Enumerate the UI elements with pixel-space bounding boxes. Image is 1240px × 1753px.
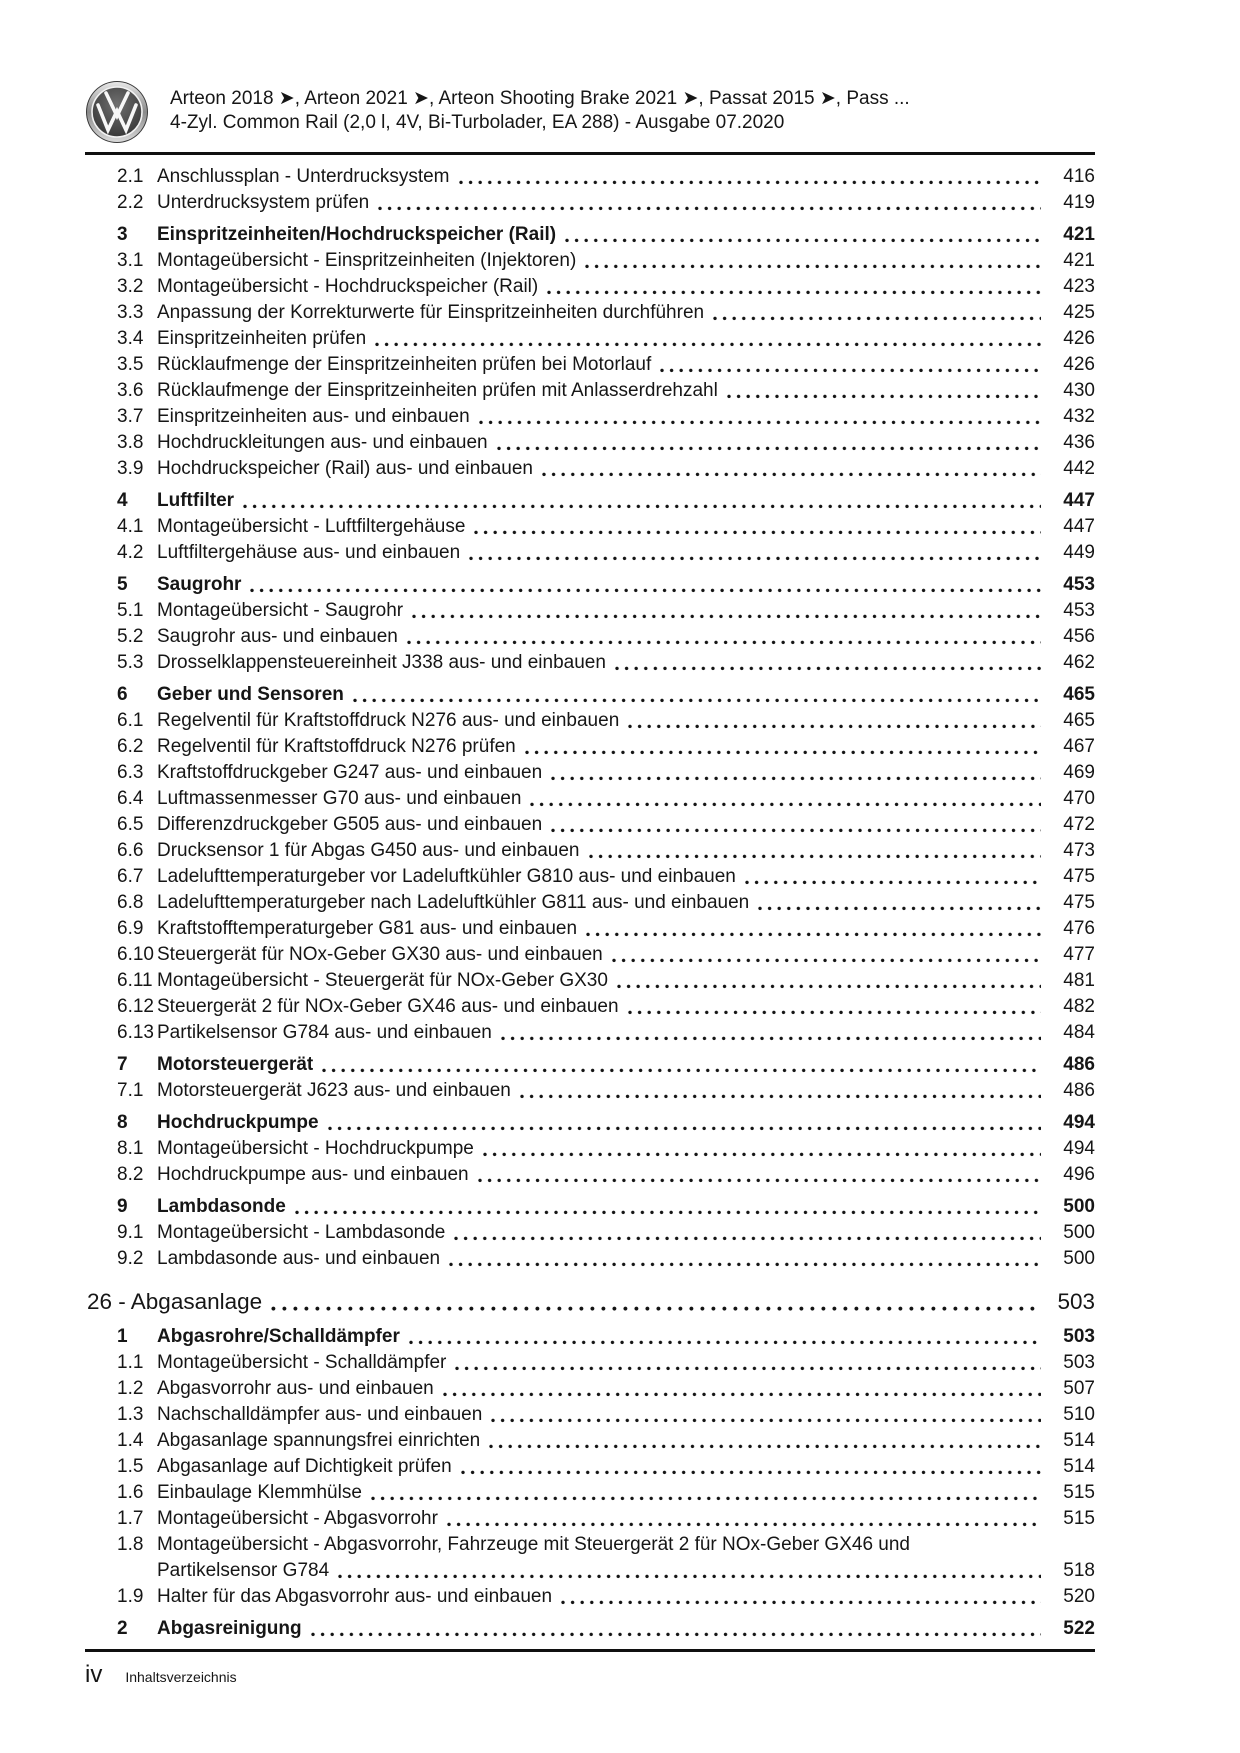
toc-entry[interactable]: [85, 1402, 1095, 1428]
toc-entry-number: 3.9: [117, 458, 144, 479]
toc-entry[interactable]: [85, 456, 1095, 482]
footer-label: Inhaltsverzeichnis: [125, 1669, 237, 1685]
toc-entry-page: 423: [1063, 276, 1095, 297]
toc-entry-number: 9: [117, 1196, 128, 1217]
toc-entry-number: 1.8: [117, 1534, 144, 1555]
dot-leader: [478, 1178, 1041, 1183]
dot-leader: [617, 984, 1041, 989]
toc-entry-number: 6.2: [117, 736, 144, 757]
toc-entry-number: 6: [117, 684, 128, 705]
toc-entry-number: 6.13: [117, 1022, 154, 1043]
dot-leader: [371, 1496, 1041, 1501]
toc-entry-page: 500: [1063, 1248, 1095, 1269]
toc-entry-number: 6.4: [117, 788, 144, 809]
dot-leader: [455, 1366, 1041, 1371]
toc-entry-page: 510: [1063, 1404, 1095, 1425]
toc-entry-title: Abgasvorrohr aus- und einbauen: [157, 1378, 434, 1399]
dot-leader: [551, 828, 1041, 833]
dot-leader: [660, 368, 1041, 373]
dot-leader: [353, 698, 1041, 703]
dot-leader: [520, 1094, 1041, 1099]
dot-leader: [243, 504, 1041, 509]
toc-entry-number: 3.2: [117, 276, 144, 297]
toc-entry-page: 515: [1063, 1482, 1095, 1503]
toc-entry-page: 442: [1063, 458, 1095, 479]
toc-entry-title: Kraftstofftemperaturgeber G81 aus- und einbauen: [157, 918, 578, 939]
toc-entry[interactable]: [85, 1350, 1095, 1376]
dot-leader: [479, 420, 1041, 425]
toc-entry-page: 518: [1063, 1560, 1095, 1581]
toc-entry[interactable]: [85, 404, 1095, 430]
toc-entry-page: 470: [1063, 788, 1095, 809]
toc-entry-page: 436: [1063, 432, 1095, 453]
toc-entry-number: 3.7: [117, 406, 144, 427]
toc-entry[interactable]: [85, 812, 1095, 838]
toc-entry-title: Hochdruckspeicher (Rail) aus- und einbauen: [157, 458, 533, 479]
toc-entry-title: Montageübersicht - Saugrohr: [157, 600, 404, 621]
toc-entry-number: 2.2: [117, 192, 144, 213]
toc-entry-title: Einbaulage Klemmhülse: [157, 1482, 362, 1503]
toc-chapter-entry[interactable]: [85, 1286, 1095, 1318]
toc-entry[interactable]: [85, 994, 1095, 1020]
toc-entry-page: 430: [1063, 380, 1095, 401]
toc-entry-title: Ladelufttemperaturgeber nach Ladeluftkühler G811 aus- und einbauen: [157, 892, 750, 913]
toc-entry-title: Hochdruckpumpe: [157, 1112, 319, 1133]
toc-entry-title: Luftfilter: [157, 490, 235, 511]
toc-entry-number: 6.1: [117, 710, 144, 731]
dot-leader: [449, 1262, 1041, 1267]
toc-entry-title: Motorsteuergerät J623 aus- und einbauen: [157, 1080, 511, 1101]
toc-entry-title: Rücklaufmenge der Einspritzeinheiten prüfen mit Anlasserdrehzahl: [157, 380, 718, 401]
toc-entry-title: Luftmassenmesser G70 aus- und einbauen: [157, 788, 522, 809]
toc-page: [85, 78, 1095, 1688]
toc-entry-page: 520: [1063, 1586, 1095, 1607]
footer-page-number: iv: [85, 1661, 103, 1688]
toc-entry-number: 4.1: [117, 516, 144, 537]
dot-leader: [489, 1444, 1041, 1449]
toc-entry-title: Montageübersicht - Abgasvorrohr: [157, 1508, 438, 1529]
toc-entry-number: 3.4: [117, 328, 144, 349]
toc-entry-title: Hochdruckleitungen aus- und einbauen: [157, 432, 488, 453]
toc-entry-number: 5.1: [117, 600, 144, 621]
dot-leader: [586, 932, 1041, 937]
dot-leader: [615, 666, 1041, 671]
toc-entry-page: 494: [1063, 1112, 1095, 1133]
dot-leader: [628, 724, 1041, 729]
toc-entry-title: Steuergerät für NOx-Geber GX30 aus- und einbauen: [157, 944, 603, 965]
toc-entry-title: Abgasanlage spannungsfrei einrichten: [157, 1430, 481, 1451]
toc-entry-number: 8.2: [117, 1164, 144, 1185]
toc-entry-page: 486: [1063, 1080, 1095, 1101]
toc-entry-title: Montageübersicht - Hochdruckspeicher (Rail): [157, 276, 539, 297]
dot-leader: [497, 446, 1041, 451]
toc-entry-number: 3.5: [117, 354, 144, 375]
toc-entry-page: 419: [1063, 192, 1095, 213]
toc-entry-number: 2: [117, 1618, 128, 1639]
toc-entry-number: 3.3: [117, 302, 144, 323]
dot-leader: [375, 342, 1041, 347]
dot-leader: [338, 1574, 1041, 1579]
toc-entry-page: 482: [1063, 996, 1095, 1017]
toc-entry[interactable]: [85, 488, 1095, 514]
toc-entry-number: 4: [117, 490, 128, 511]
toc-entry-title: Regelventil für Kraftstoffdruck N276 aus- und einbauen: [157, 710, 620, 731]
toc-entry-title: Rücklaufmenge der Einspritzeinheiten prüfen bei Motorlauf: [157, 354, 652, 375]
dot-leader: [295, 1210, 1041, 1215]
toc-entry[interactable]: [85, 540, 1095, 566]
toc-entry-number: 3.6: [117, 380, 144, 401]
toc-entry-number: 9.2: [117, 1248, 144, 1269]
toc-entry[interactable]: [85, 1052, 1095, 1078]
toc-entry[interactable]: [85, 352, 1095, 378]
dot-leader: [547, 290, 1041, 295]
toc-entry[interactable]: [85, 708, 1095, 734]
toc-entry-page: 514: [1063, 1430, 1095, 1451]
toc-entry-page: 475: [1063, 892, 1095, 913]
toc-entry-number: 6.12: [117, 996, 154, 1017]
toc-entry-page: 503: [1063, 1352, 1095, 1373]
page-header: [85, 78, 1095, 148]
toc-entry[interactable]: [85, 1558, 1095, 1584]
dot-leader: [322, 1068, 1041, 1073]
header-rule: [85, 152, 1095, 155]
toc-entry[interactable]: [85, 1136, 1095, 1162]
dot-leader: [311, 1632, 1041, 1637]
toc-entry-page: 416: [1063, 166, 1095, 187]
dot-leader: [412, 614, 1041, 619]
toc-entry[interactable]: [85, 1428, 1095, 1454]
toc-entry-number: 1.6: [117, 1482, 144, 1503]
dot-leader: [461, 1470, 1041, 1475]
toc-entry-page: 453: [1063, 600, 1095, 621]
dot-leader: [530, 802, 1041, 807]
dot-leader: [542, 472, 1041, 477]
toc-entry-title: Partikelsensor G784 aus- und einbauen: [157, 1022, 492, 1043]
toc-entry-page: 425: [1063, 302, 1095, 323]
toc-entry-number: 3.1: [117, 250, 144, 271]
toc-entry-page: 522: [1063, 1618, 1095, 1639]
dot-leader: [407, 640, 1041, 645]
dot-leader: [447, 1522, 1041, 1527]
toc-entry[interactable]: [85, 1324, 1095, 1350]
dot-leader: [551, 776, 1041, 781]
toc-entry-number: 1.9: [117, 1586, 144, 1607]
toc-entry-number: 1: [117, 1326, 128, 1347]
dot-leader: [713, 316, 1041, 321]
toc-entry-title: Montageübersicht - Hochdruckpumpe: [157, 1138, 474, 1159]
toc-entry[interactable]: [85, 274, 1095, 300]
toc-entry[interactable]: [85, 300, 1095, 326]
toc-entry-page: 503: [1057, 1289, 1095, 1314]
toc-entry[interactable]: [85, 760, 1095, 786]
toc-entry-page: 515: [1063, 1508, 1095, 1529]
toc-entry-number: 3: [117, 224, 128, 245]
toc-entry[interactable]: [85, 1078, 1095, 1104]
page-footer: [85, 1662, 1095, 1688]
dot-leader: [378, 206, 1041, 211]
toc-entry[interactable]: [85, 572, 1095, 598]
toc-entry[interactable]: [85, 624, 1095, 650]
toc-entry-title: Einspritzeinheiten/Hochdruckspeicher (Rail): [157, 224, 557, 245]
dot-leader: [525, 750, 1041, 755]
toc-entry-title: Einspritzeinheiten aus- und einbauen: [157, 406, 470, 427]
toc-entry[interactable]: [85, 514, 1095, 540]
toc-entry-title: Unterdrucksystem prüfen: [157, 192, 370, 213]
toc-entry-number: 7.1: [117, 1080, 144, 1101]
toc-entry-page: 500: [1063, 1222, 1095, 1243]
toc-entry-title: Regelventil für Kraftstoffdruck N276 prüfen: [157, 736, 516, 757]
toc-entry[interactable]: [85, 682, 1095, 708]
toc-entry-page: 467: [1063, 736, 1095, 757]
toc-entry-page: 421: [1063, 250, 1095, 271]
toc-entry-title: Einspritzeinheiten prüfen: [157, 328, 367, 349]
toc-entry-page: 432: [1063, 406, 1095, 427]
toc-entry-title: Luftfiltergehäuse aus- und einbauen: [157, 542, 461, 563]
toc-entry[interactable]: [85, 1110, 1095, 1136]
toc-entry-title: Lambdasonde: [157, 1196, 286, 1217]
dot-leader: [443, 1392, 1041, 1397]
dot-leader: [474, 530, 1041, 535]
toc-entry-page: 465: [1063, 710, 1095, 731]
toc-entry-page: 472: [1063, 814, 1095, 835]
toc-entry-number: 6.7: [117, 866, 144, 887]
toc-entry[interactable]: [85, 1480, 1095, 1506]
dot-leader: [501, 1036, 1041, 1041]
toc-entry-page: 426: [1063, 354, 1095, 375]
toc-entry-number: 4.2: [117, 542, 144, 563]
toc-entry-number: 6.11: [117, 970, 153, 991]
toc-entry-page: 476: [1063, 918, 1095, 939]
toc-entry[interactable]: [85, 430, 1095, 456]
toc-entry-page: 484: [1063, 1022, 1095, 1043]
toc-entry-page: 496: [1063, 1164, 1095, 1185]
header-engine-line: 4-Zyl. Common Rail (2,0 l, 4V, Bi-Turbolader, EA 288) - Ausgabe 07.2020: [170, 111, 785, 133]
toc-entry-page: 486: [1063, 1054, 1095, 1075]
toc-entry-page: 500: [1063, 1196, 1095, 1217]
toc-entry-number: 5: [117, 574, 128, 595]
toc-entry[interactable]: [85, 1162, 1095, 1188]
toc-entry-title: Abgasanlage auf Dichtigkeit prüfen: [157, 1456, 452, 1477]
toc-entry[interactable]: [85, 164, 1095, 190]
toc-entry-title: Montageübersicht - Abgasvorrohr, Fahrzeuge mit Steuergerät 2 für NOx-Geber GX46 und: [157, 1534, 910, 1555]
toc-entry-title: Motorsteuergerät: [157, 1054, 314, 1075]
vw-logo-icon: [85, 80, 149, 144]
toc-entry-page: 421: [1063, 224, 1095, 245]
toc-entry-number: 6.5: [117, 814, 144, 835]
dot-leader: [565, 238, 1041, 243]
toc-entry[interactable]: [85, 786, 1095, 812]
toc-entry[interactable]: [85, 248, 1095, 274]
toc-entry[interactable]: [85, 1220, 1095, 1246]
toc-entry-title: Montageübersicht - Lambdasonde: [157, 1222, 446, 1243]
toc-entry-number: 6.9: [117, 918, 144, 939]
toc-entry-number: 1.3: [117, 1404, 144, 1425]
toc-entry-title: Ladelufttemperaturgeber vor Ladeluftkühler G810 aus- und einbauen: [157, 866, 736, 887]
toc-entry[interactable]: [85, 890, 1095, 916]
toc-entry-title: 26 - Abgasanlage: [87, 1289, 263, 1314]
toc-entry-title: Geber und Sensoren: [157, 684, 344, 705]
toc-entry[interactable]: [85, 734, 1095, 760]
dot-leader: [727, 394, 1041, 399]
toc-entry-title: Steuergerät 2 für NOx-Geber GX46 aus- und einbauen: [157, 996, 619, 1017]
toc-entry[interactable]: [85, 598, 1095, 624]
toc-entry-title: Drosselklappensteuereinheit J338 aus- und einbauen: [157, 652, 606, 673]
toc-entry-number: 6.8: [117, 892, 144, 913]
toc-entry-title: Anschlussplan - Unterdrucksystem: [157, 166, 450, 187]
toc-entry-page: 447: [1063, 516, 1095, 537]
toc-entry-title: Nachschalldämpfer aus- und einbauen: [157, 1404, 483, 1425]
toc-entry[interactable]: [85, 864, 1095, 890]
toc-entry-number: 7: [117, 1054, 128, 1075]
footer-rule: [85, 1649, 1095, 1652]
toc-entry-page: 481: [1063, 970, 1095, 991]
toc-entry-page: 462: [1063, 652, 1095, 673]
dot-leader: [612, 958, 1041, 963]
toc-entry-title: Saugrohr aus- und einbauen: [157, 626, 398, 647]
dot-leader: [469, 556, 1041, 561]
toc-entry-number: 1.1: [117, 1352, 144, 1373]
toc-entry-page: 456: [1063, 626, 1095, 647]
toc-entry-page: 426: [1063, 328, 1095, 349]
toc-entry[interactable]: [85, 1020, 1095, 1046]
toc-entry[interactable]: [85, 1194, 1095, 1220]
toc-entry-title: Montageübersicht - Schalldämpfer: [157, 1352, 447, 1373]
toc-entry-number: 8.1: [117, 1138, 144, 1159]
toc-entry-title: Partikelsensor G784: [157, 1560, 330, 1581]
toc-entry-number: 2.1: [117, 166, 144, 187]
toc-entry-page: 469: [1063, 762, 1095, 783]
dot-leader: [589, 854, 1042, 859]
toc-entry-number: 5.3: [117, 652, 144, 673]
toc-entry-page: 475: [1063, 866, 1095, 887]
toc-entry-title: Anpassung der Korrekturwerte für Einspritzeinheiten durchführen: [157, 302, 705, 323]
toc-entry-page: 473: [1063, 840, 1095, 861]
header-models-line: Arteon 2018 ➤, Arteon 2021 ➤, Arteon Shooting Brake 2021 ➤, Passat 2015 ➤, Pass ...: [170, 88, 910, 109]
toc-entry-title: Drucksensor 1 für Abgas G450 aus- und einbauen: [157, 840, 580, 861]
toc-entry-title: Kraftstoffdruckgeber G247 aus- und einbauen: [157, 762, 543, 783]
toc-entry-page: 465: [1063, 684, 1095, 705]
toc-entry-page: 503: [1063, 1326, 1095, 1347]
dot-leader: [250, 588, 1041, 593]
toc-entry[interactable]: [85, 1616, 1095, 1642]
toc-entry-title: Saugrohr: [157, 574, 242, 595]
toc-entry-title: Abgasreinigung: [157, 1618, 302, 1639]
dot-leader: [561, 1600, 1041, 1605]
toc-entry-number: 8: [117, 1112, 128, 1133]
toc-entry-page: 453: [1063, 574, 1095, 595]
toc-entry-page: 477: [1063, 944, 1095, 965]
toc-entry-title: Montageübersicht - Luftfiltergehäuse: [157, 516, 466, 537]
toc-entry[interactable]: [85, 942, 1095, 968]
toc-entry[interactable]: [85, 968, 1095, 994]
toc-entry-title: Lambdasonde aus- und einbauen: [157, 1248, 441, 1269]
dot-leader: [409, 1340, 1041, 1345]
toc-entry-number: 1.7: [117, 1508, 144, 1529]
toc-entry[interactable]: [85, 916, 1095, 942]
toc-entry-page: 514: [1063, 1456, 1095, 1477]
toc-entry-number: 6.6: [117, 840, 144, 861]
dot-leader: [585, 264, 1041, 269]
toc-entry-number: 6.10: [117, 944, 154, 965]
toc-entry-title: Halter für das Abgasvorrohr aus- und einbauen: [157, 1586, 553, 1607]
toc-entry[interactable]: [85, 1454, 1095, 1480]
toc-entry[interactable]: [85, 222, 1095, 248]
toc-entry[interactable]: [85, 378, 1095, 404]
toc-entry-title: Montageübersicht - Steuergerät für NOx-Geber GX30: [157, 970, 608, 991]
toc-entry[interactable]: [85, 650, 1095, 676]
toc-entry[interactable]: [85, 190, 1095, 216]
toc-entry-title: Differenzdruckgeber G505 aus- und einbauen: [157, 814, 543, 835]
toc-entry[interactable]: [85, 1246, 1095, 1272]
dot-leader: [328, 1126, 1041, 1131]
table-of-contents: [85, 164, 1095, 1642]
toc-entry-page: 447: [1063, 490, 1095, 511]
toc-entry-number: [85, 1558, 157, 1584]
dot-leader: [459, 180, 1042, 185]
toc-entry-number: 1.5: [117, 1456, 144, 1477]
toc-entry[interactable]: [85, 1584, 1095, 1610]
dot-leader: [454, 1236, 1041, 1241]
dot-leader: [271, 1306, 1041, 1312]
dot-leader: [483, 1152, 1041, 1157]
toc-entry-page: 507: [1063, 1378, 1095, 1399]
toc-entry[interactable]: [85, 326, 1095, 352]
toc-entry-number: 3.8: [117, 432, 144, 453]
toc-entry-number: 6.3: [117, 762, 144, 783]
dot-leader: [758, 906, 1041, 911]
toc-entry-number: 1.4: [117, 1430, 144, 1451]
toc-entry-page: 449: [1063, 542, 1095, 563]
toc-entry-number: 1.2: [117, 1378, 144, 1399]
toc-entry-number: 5.2: [117, 626, 144, 647]
dot-leader: [628, 1010, 1041, 1015]
toc-entry-title: Hochdruckpumpe aus- und einbauen: [157, 1164, 469, 1185]
toc-entry-title: Montageübersicht - Einspritzeinheiten (Injektoren): [157, 250, 577, 271]
toc-entry-page: 494: [1063, 1138, 1095, 1159]
dot-leader: [491, 1418, 1041, 1423]
toc-entry[interactable]: [85, 1376, 1095, 1402]
toc-entry-title: Abgasrohre/Schalldämpfer: [157, 1326, 400, 1347]
toc-entry[interactable]: [85, 838, 1095, 864]
toc-entry-number: 9.1: [117, 1222, 144, 1243]
toc-entry[interactable]: [85, 1532, 1095, 1558]
dot-leader: [745, 880, 1041, 885]
toc-entry[interactable]: [85, 1506, 1095, 1532]
